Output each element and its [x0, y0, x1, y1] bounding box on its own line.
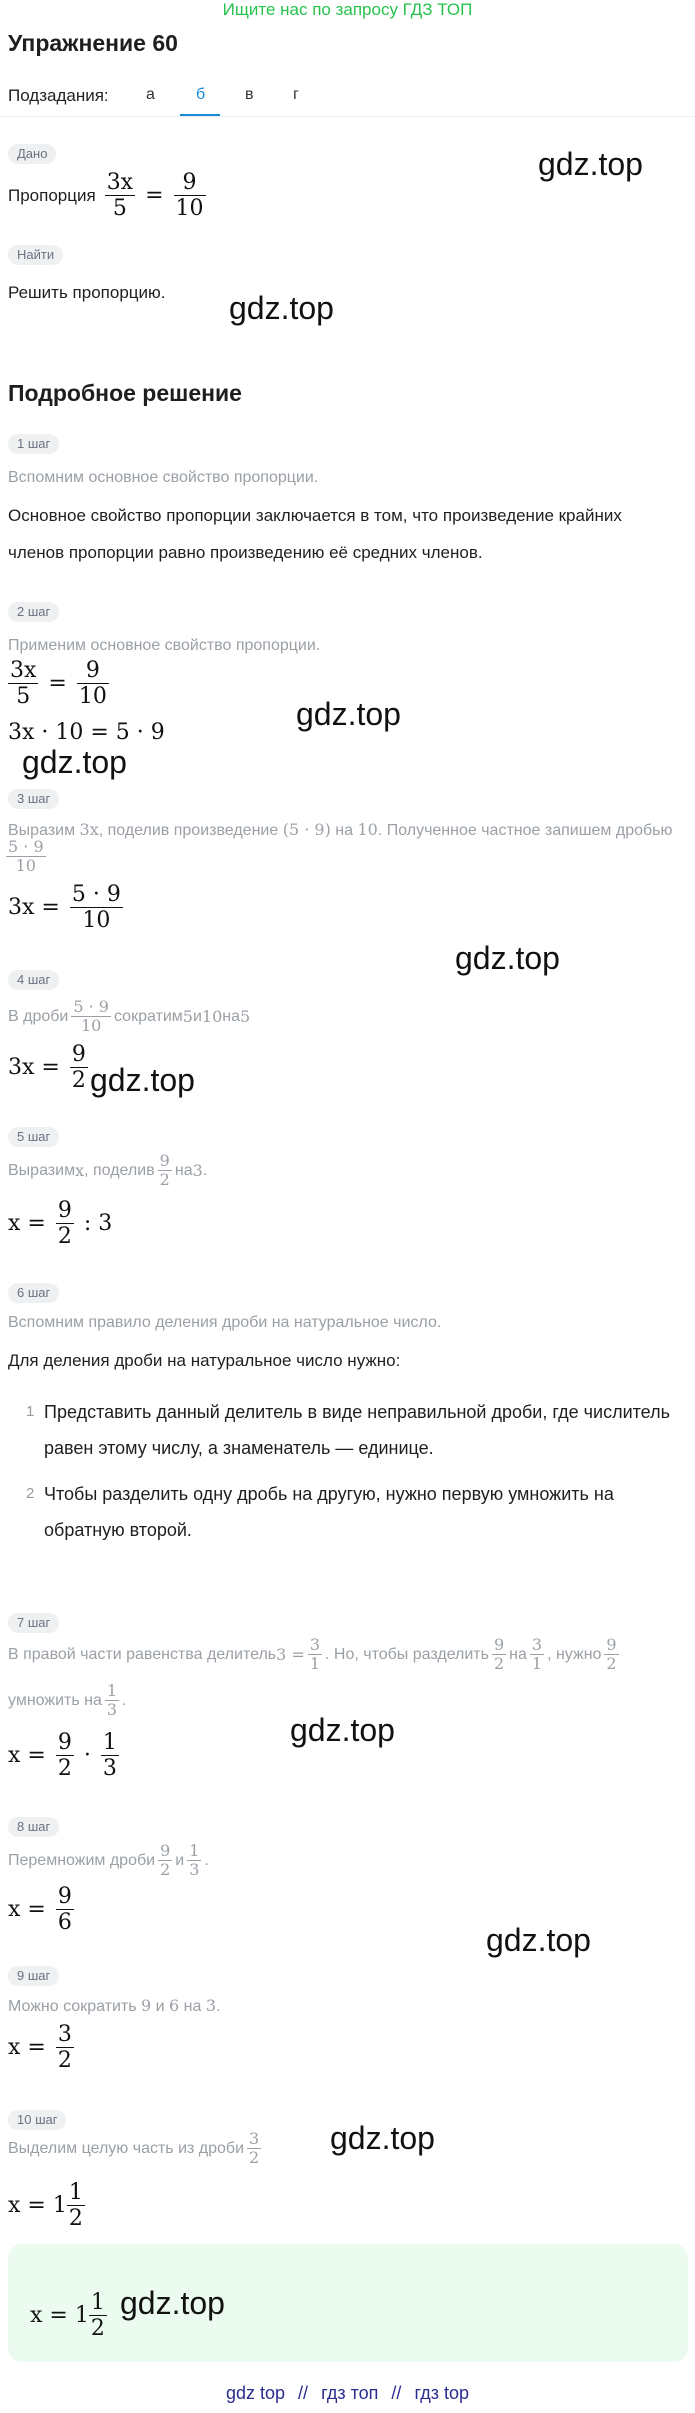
tab-v[interactable]: в	[245, 86, 254, 103]
step-4-hint: В дроби $\frac{5 \cdot 9}{10}$ сократим 5 и 10 на 5	[8, 997, 251, 1036]
find-text: Решить пропорцию.	[8, 283, 166, 302]
solution-title: Подробное решение	[8, 380, 242, 406]
step-5-equation: x = $\frac{9}{2}$ : 3	[8, 1198, 113, 1250]
footer-link[interactable]: гдз топ	[321, 2383, 379, 2403]
watermark: gdz.top	[22, 744, 127, 780]
step-4-equation: 3x = $\frac{9}{2}$	[8, 1042, 86, 1094]
step-8-badge: 8 шаг	[8, 1817, 59, 1837]
answer-box	[8, 2244, 688, 2362]
watermark: gdz.top	[229, 290, 334, 326]
watermark: gdz.top	[455, 940, 560, 976]
top-banner: Ищите нас по запросу ГДЗ ТОП	[222, 0, 473, 19]
step-9-hint: Можно сократить 9 и 6 на 3.	[8, 1996, 221, 2015]
step-3-badge: 3 шаг	[8, 789, 59, 809]
footer-separator: //	[391, 2383, 402, 2403]
given-proportion: $\frac{3x}{5}$ = $\frac{9}{10}$	[106, 170, 204, 222]
tab-g[interactable]: г	[293, 86, 299, 103]
tab-b[interactable]: б	[196, 86, 206, 103]
step-6-hint: Вспомним правило деления дроби на натуральное число.	[8, 1314, 442, 1331]
step-3-equation: 3x = $\frac{5 \cdot 9}{10}$	[8, 882, 121, 934]
watermark: gdz.top	[538, 146, 643, 182]
step-7-badge: 7 шаг	[8, 1613, 59, 1633]
footer-link[interactable]: gdz top	[225, 2383, 286, 2403]
step-3-hint: Выразим 3x, поделив произведение (5 · 9) на 10. Полученное частное запишем дробью	[8, 820, 673, 839]
find-badge: Найти	[8, 245, 63, 265]
step-2-proportion: $\frac{3x}{5}$ = $\frac{9}{10}$	[10, 658, 107, 710]
watermark: gdz.top	[296, 696, 401, 732]
list-item: Представить данный делитель в виде неправильной дроби, где числитель равен этому числу, а знаменатель — единице.	[44, 1402, 670, 1458]
step-1-line1: Основное свойство пропорции заключается в том, что произведение крайних	[8, 506, 622, 525]
step-1-badge: 1 шаг	[8, 434, 59, 454]
list-item-number: 2	[26, 1485, 35, 1502]
step-3-fraction-hint: $\frac{5 \cdot 9}{10}$	[8, 837, 44, 876]
list-item: Чтобы разделить одну дробь на другую, нужно первую умножить на обратную второй.	[44, 1484, 614, 1540]
footer-links	[0, 2383, 695, 2404]
watermark: gdz.top	[330, 2120, 435, 2156]
step-10-badge: 10 шаг	[8, 2110, 66, 2130]
page-title: Упражнение 60	[8, 30, 178, 56]
watermark: gdz.top	[120, 2285, 225, 2321]
watermark: gdz.top	[290, 1712, 395, 1748]
footer-link[interactable]: гдз top	[414, 2383, 469, 2403]
step-9-badge: 9 шаг	[8, 1966, 59, 1986]
tab-a[interactable]: а	[146, 86, 155, 103]
answer-equation: x = 1 $\frac{1}{2}$	[30, 2290, 105, 2342]
step-10-equation: x = 1 $\frac{1}{2}$	[8, 2180, 83, 2232]
given-row	[8, 170, 209, 222]
active-tab-indicator	[180, 114, 220, 116]
step-9-equation: x = $\frac{3}{2}$	[8, 2022, 72, 2074]
step-1-hint: Вспомним основное свойство пропорции.	[8, 469, 319, 486]
given-badge: Дано	[8, 144, 56, 164]
step-1-line2: членов пропорции равно произведению её средних членов.	[8, 543, 483, 562]
step-8-equation: x = $\frac{9}{6}$	[8, 1884, 72, 1936]
step-2-badge: 2 шаг	[8, 602, 59, 622]
step-5-badge: 5 шаг	[8, 1127, 59, 1147]
list-item-number: 1	[26, 1403, 35, 1420]
step-6-badge: 6 шаг	[8, 1283, 59, 1303]
step-7-hint-line2: умножить на $\frac{1}{3}$ .	[8, 1681, 127, 1720]
watermark: gdz.top	[90, 1062, 195, 1098]
step-7-equation: x = $\frac{9}{2}$ · $\frac{1}{3}$	[8, 1730, 117, 1782]
watermark: gdz.top	[486, 1922, 591, 1958]
tabs-divider	[0, 116, 695, 117]
step-10-hint: Выделим целую часть из дроби $\frac{3}{2}$	[8, 2129, 260, 2168]
step-6-text: Для деления дроби на натуральное число нужно:	[8, 1351, 401, 1370]
step-2-equation: 3x · 10 = 5 · 9	[8, 720, 165, 745]
step-7-hint-line1: В правой части равенства делитель 3 = $\frac{3}{1}$ . Но, чтобы разделить $\frac{9}{2}$ на $\frac{3}{1}$ , нужно $\frac{9}{2}$	[8, 1635, 617, 1674]
step-4-badge: 4 шаг	[8, 970, 59, 990]
step-5-hint: Выразим x , поделив $\frac{9}{2}$ на 3 .	[8, 1151, 208, 1190]
step-2-hint: Применим основное свойство пропорции.	[8, 637, 321, 654]
footer-separator: //	[298, 2383, 309, 2403]
subtasks-label: Подзадания:	[8, 86, 109, 105]
step-8-hint: Перемножим дроби $\frac{9}{2}$ и $\frac{1}{3}$ .	[8, 1841, 209, 1880]
given-text: Пропорция	[8, 185, 96, 205]
